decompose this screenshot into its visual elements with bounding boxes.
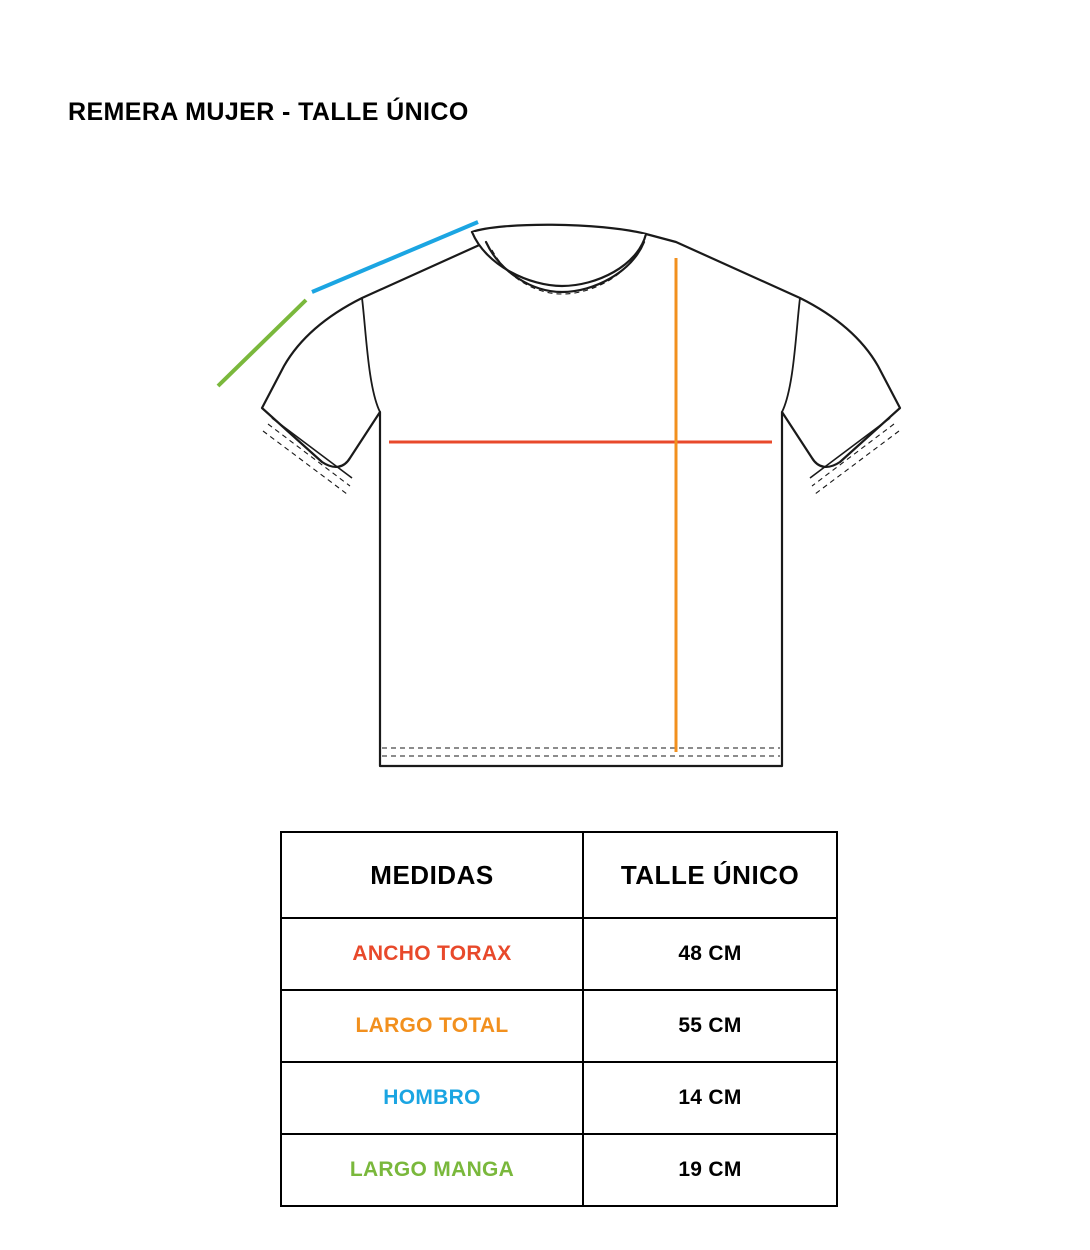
row-value-hombro: 14 CM <box>583 1062 837 1134</box>
row-label-hombro: HOMBRO <box>281 1062 583 1134</box>
row-value-largo-manga: 19 CM <box>583 1134 837 1206</box>
page-title: REMERA MUJER - TALLE ÚNICO <box>68 98 469 126</box>
tshirt-outline <box>262 225 900 766</box>
table-header-measures: MEDIDAS <box>281 832 583 918</box>
row-value-largo-total: 55 CM <box>583 990 837 1062</box>
table-header-size: TALLE ÚNICO <box>583 832 837 918</box>
row-label-largo-total: LARGO TOTAL <box>281 990 583 1062</box>
row-value-ancho-torax: 48 CM <box>583 918 837 990</box>
table-header-row <box>281 832 837 918</box>
t-shirt-diagram <box>0 170 1090 810</box>
table-row <box>281 918 837 990</box>
table-row <box>281 990 837 1062</box>
table-row <box>281 1134 837 1206</box>
size-chart-table <box>280 831 838 1207</box>
row-label-ancho-torax: ANCHO TORAX <box>281 918 583 990</box>
row-label-largo-manga: LARGO MANGA <box>281 1134 583 1206</box>
table-row <box>281 1062 837 1134</box>
